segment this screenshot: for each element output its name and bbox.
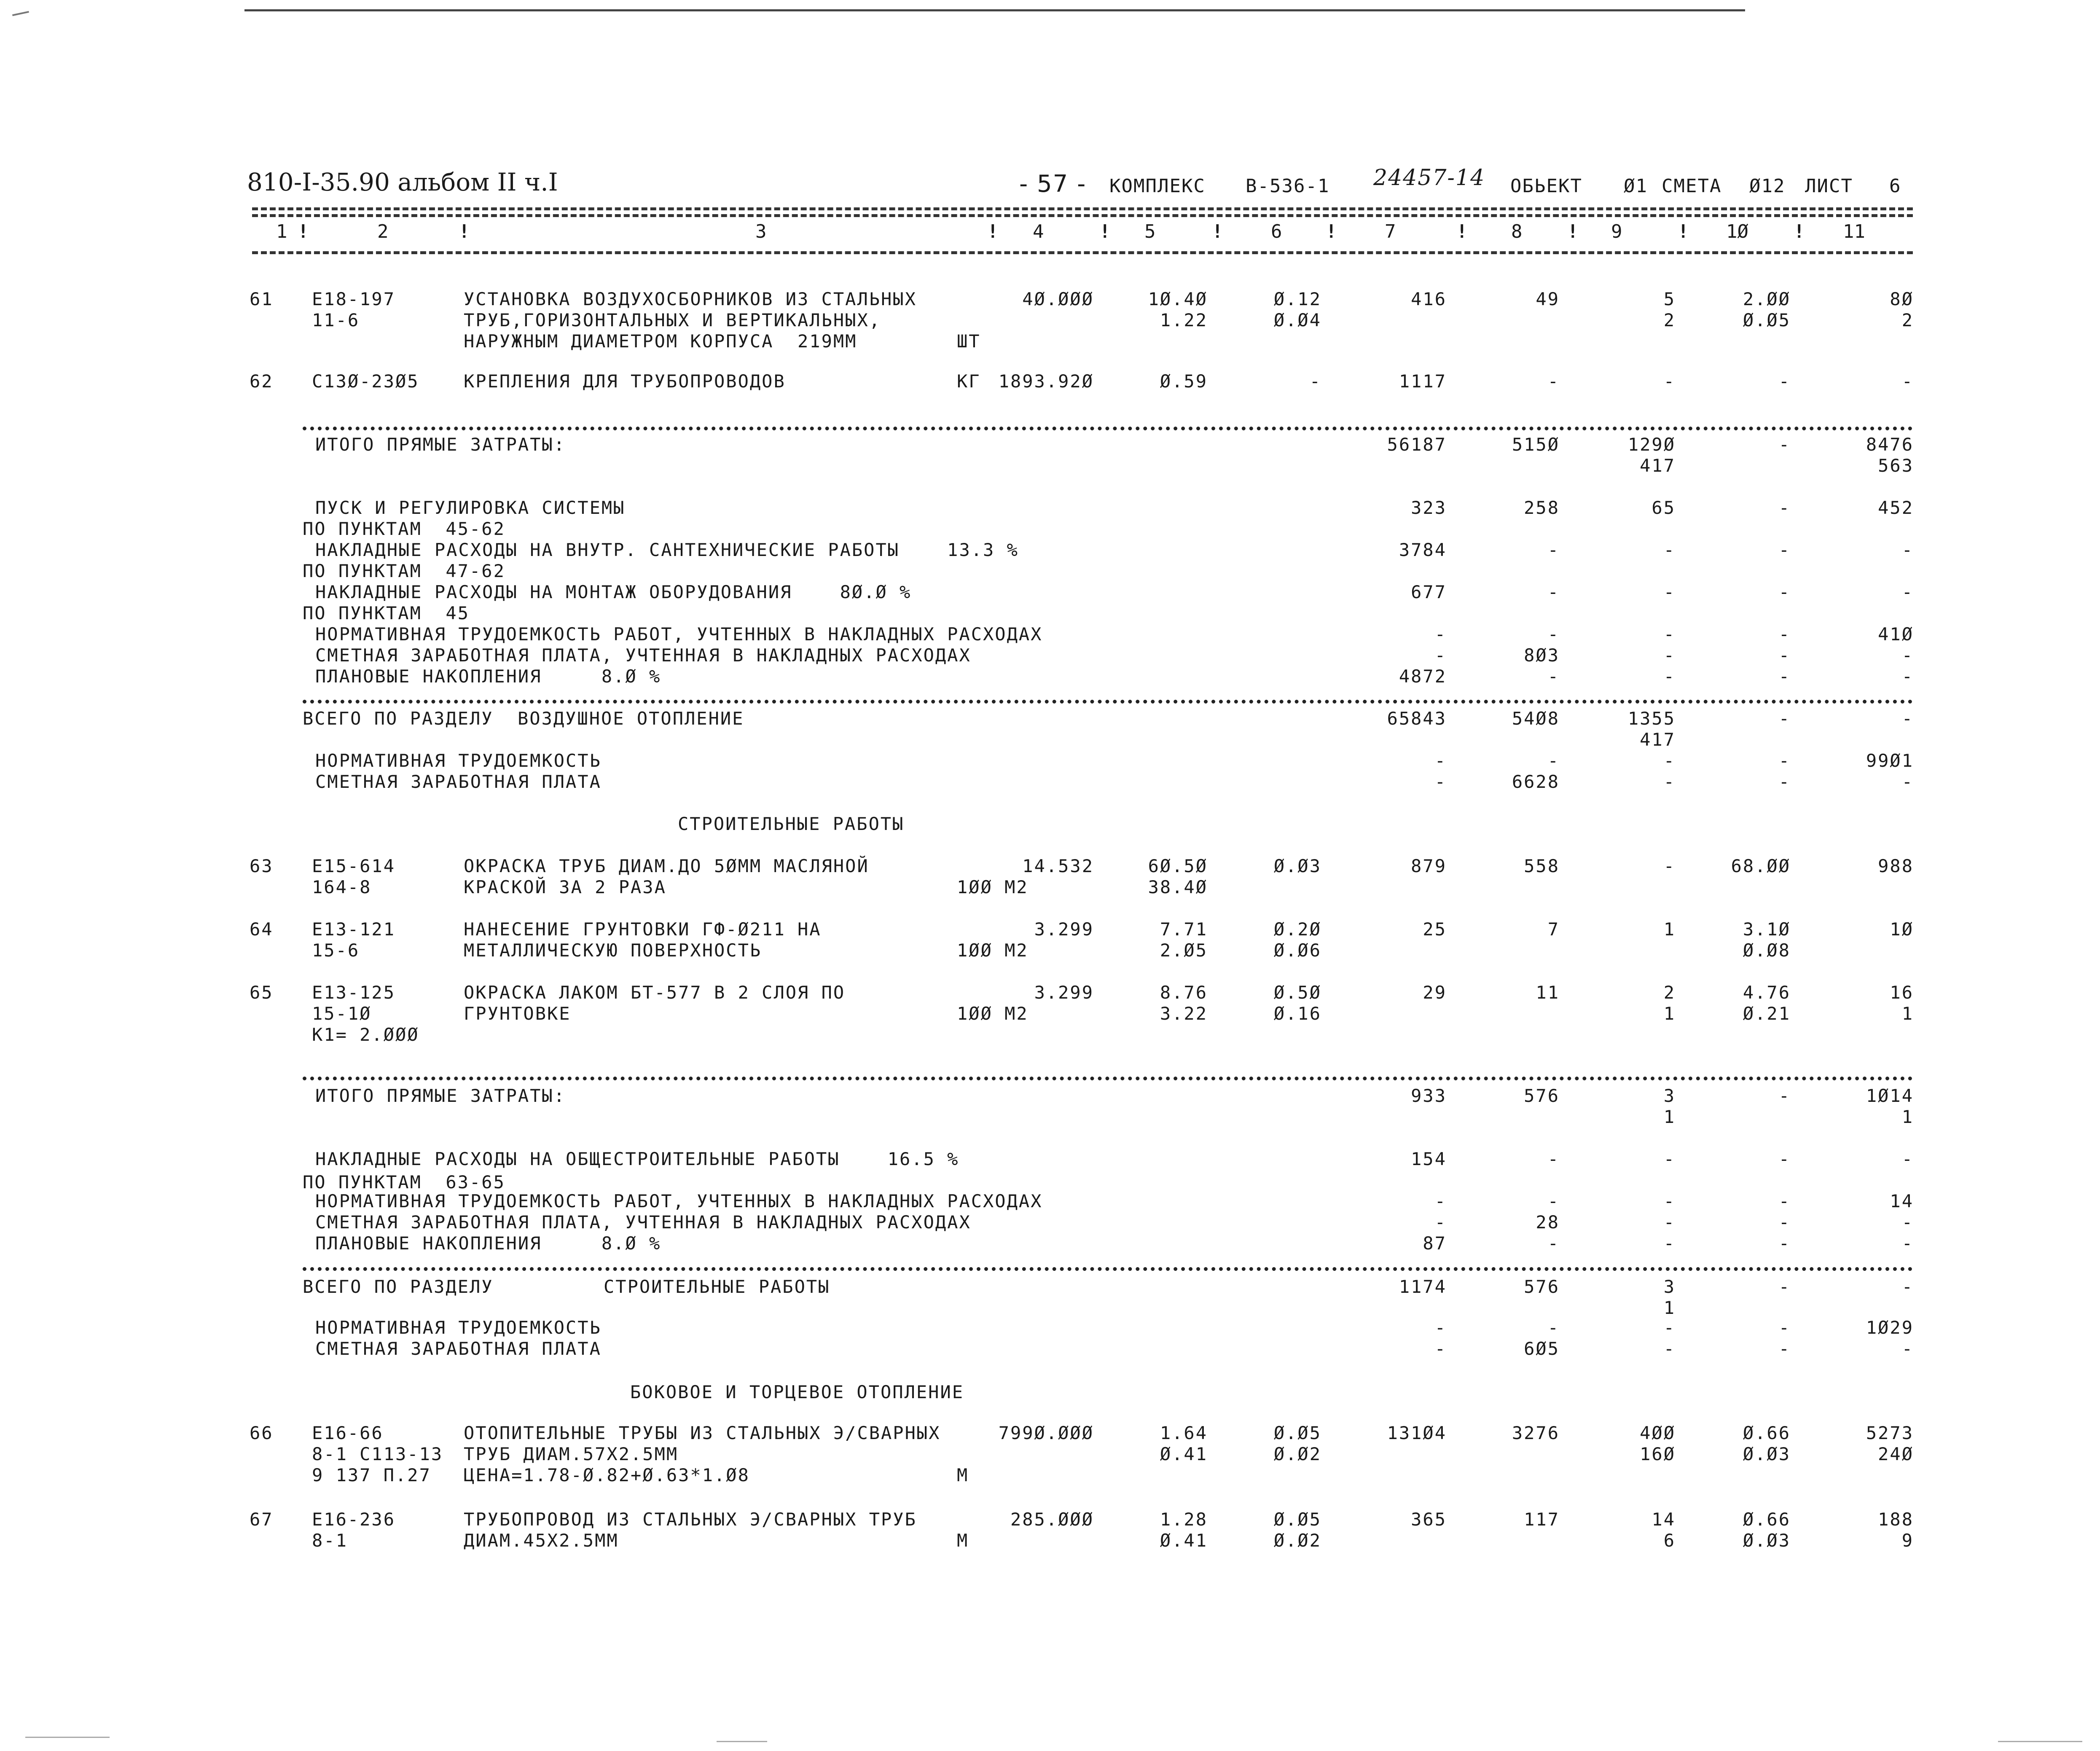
cell-c11: 1 — [1901, 1003, 1914, 1024]
column-separator: ! — [1099, 221, 1111, 242]
rate-code: Е13-121 — [312, 919, 396, 940]
unit: М — [957, 1530, 969, 1551]
cell-c5: Ø.41 — [1160, 1444, 1208, 1464]
cell-c5: 8.76 — [1160, 982, 1208, 1003]
quantity: 3.299 — [1034, 982, 1094, 1003]
work-description: НАКЛАДНЫЕ РАСХОДЫ НА МОНТАЖ ОБОРУДОВАНИЯ 8Ø.Ø % — [315, 582, 912, 602]
cell-c11: - — [1901, 582, 1914, 602]
cell-c6: Ø.Ø4 — [1273, 310, 1321, 330]
cell-c9: - — [1663, 540, 1676, 560]
cell-c10: Ø.66 — [1743, 1509, 1791, 1530]
cell-c8: 258 — [1524, 497, 1560, 518]
cell-c10: - — [1778, 540, 1791, 560]
rate-code: К1= 2.ØØØ — [312, 1024, 419, 1045]
row-number: 63 — [250, 856, 274, 876]
cell-c9: 5 — [1663, 289, 1676, 309]
unit: М — [957, 1465, 969, 1485]
header-rule-bottom — [252, 251, 1913, 254]
cell-c8: 8Ø3 — [1524, 645, 1560, 666]
cell-c7: 879 — [1411, 856, 1447, 876]
cell-c11: - — [1901, 1212, 1914, 1233]
cell-c6: - — [1309, 371, 1321, 392]
section-total-name: ВОЗДУШНОЕ ОТОПЛЕНИЕ — [518, 708, 744, 729]
dotted-rule — [303, 1077, 1913, 1080]
cell-c7: 154 — [1411, 1149, 1447, 1169]
cell-c6: Ø.12 — [1273, 289, 1321, 309]
cell-c10: - — [1778, 1191, 1791, 1211]
work-description: СМЕТНАЯ ЗАРАБОТНАЯ ПЛАТА, УЧТЕННАЯ В НАКЛАДНЫХ РАСХОДАХ — [315, 645, 971, 666]
cell-c9: 1 — [1663, 1106, 1676, 1127]
row-number: 62 — [250, 371, 274, 392]
top-border-line — [244, 9, 1745, 11]
work-description: НАРУЖНЫМ ДИАМЕТРОМ КОРПУСА 219ММ — [464, 331, 857, 352]
cell-c10: - — [1778, 497, 1791, 518]
cell-c5: 2.Ø5 — [1160, 940, 1208, 961]
cell-c9: 1 — [1663, 1003, 1676, 1024]
cell-c6: Ø.Ø2 — [1273, 1530, 1321, 1551]
cell-c9: 3 — [1663, 1085, 1676, 1106]
rate-code: 8-1 — [312, 1530, 348, 1551]
cell-c7: 1117 — [1399, 371, 1447, 392]
column-number: 11 — [1843, 221, 1865, 242]
cell-c6: Ø.Ø2 — [1273, 1444, 1321, 1464]
cell-c7: - — [1434, 771, 1447, 792]
cell-c5: 3.22 — [1160, 1003, 1208, 1024]
cell-c7: - — [1434, 645, 1447, 666]
cell-c11: 14 — [1890, 1191, 1914, 1211]
scan-mark — [1998, 1741, 2082, 1742]
work-description: ПЛАНОВЫЕ НАКОПЛЕНИЯ 8.Ø % — [315, 1233, 661, 1254]
row-number: 65 — [250, 982, 274, 1003]
work-description: ТРУБ ДИАМ.57Х2.5ММ — [464, 1444, 679, 1464]
cell-c10: 2.ØØ — [1743, 289, 1791, 309]
cell-c11: 1Ø — [1890, 919, 1914, 940]
work-description: ГРУНТОВКЕ — [464, 1003, 571, 1024]
work-description: ПУСК И РЕГУЛИРОВКА СИСТЕМЫ — [315, 497, 626, 518]
column-number: 8 — [1511, 221, 1523, 242]
cell-c7: - — [1434, 624, 1447, 645]
dotted-rule — [303, 427, 1913, 430]
cell-c8: - — [1547, 1317, 1560, 1338]
cell-c10: Ø.Ø5 — [1743, 310, 1791, 330]
work-description: НАКЛАДНЫЕ РАСХОДЫ НА ВНУТР. САНТЕХНИЧЕСКИЕ РАБОТЫ 13.3 % — [315, 540, 1019, 560]
cell-c9: 1 — [1663, 1297, 1676, 1318]
cell-c9: 3 — [1663, 1276, 1676, 1297]
column-separator: ! — [459, 221, 470, 242]
cell-c10: - — [1778, 1149, 1791, 1169]
cell-c10: - — [1778, 750, 1791, 771]
unit: 1ØØ М2 — [957, 940, 1029, 961]
section-total-label: ВСЕГО ПО РАЗДЕЛУ — [303, 1276, 494, 1297]
cell-c11: - — [1901, 1149, 1914, 1169]
cell-c8: 576 — [1524, 1085, 1560, 1106]
work-description: НОРМАТИВНАЯ ТРУДОЕМКОСТЬ — [315, 750, 602, 771]
cell-c7: 65843 — [1387, 708, 1447, 729]
cell-c11: 5273 — [1866, 1423, 1914, 1443]
quantity: 799Ø.ØØØ — [998, 1423, 1094, 1443]
cell-c11: - — [1901, 645, 1914, 666]
cell-c9: 4ØØ — [1640, 1423, 1676, 1443]
cell-c9: 1 — [1663, 919, 1676, 940]
sheet-number: 6 — [1889, 175, 1901, 197]
column-number: 1Ø — [1726, 221, 1748, 242]
cell-c9: 2 — [1663, 310, 1676, 330]
cell-c10: - — [1778, 1212, 1791, 1233]
cell-c10: Ø.Ø3 — [1743, 1444, 1791, 1464]
cell-c10: 68.ØØ — [1731, 856, 1791, 876]
column-number: 1 — [276, 221, 287, 242]
cell-c9: 417 — [1640, 729, 1676, 750]
cell-c11: - — [1901, 708, 1914, 729]
cell-c9: - — [1663, 1338, 1676, 1359]
cell-c6: Ø.5Ø — [1273, 982, 1321, 1003]
cell-c5: Ø.59 — [1160, 371, 1208, 392]
cell-c6: Ø.2Ø — [1273, 919, 1321, 940]
cell-c11: 1 — [1901, 1106, 1914, 1127]
cell-c8: - — [1547, 540, 1560, 560]
cell-c8: 49 — [1536, 289, 1560, 309]
rate-code: 15-1Ø — [312, 1003, 372, 1024]
cell-c8: - — [1547, 582, 1560, 602]
cell-c6: Ø.Ø5 — [1273, 1509, 1321, 1530]
cell-c10: - — [1778, 371, 1791, 392]
cell-c9: - — [1663, 1212, 1676, 1233]
cell-c11: - — [1901, 1233, 1914, 1254]
work-description: СМЕТНАЯ ЗАРАБОТНАЯ ПЛАТА — [315, 771, 602, 792]
column-number: 3 — [755, 221, 767, 242]
cell-c11: 24Ø — [1878, 1444, 1914, 1464]
cell-c9: 417 — [1640, 455, 1676, 476]
cell-c8: 7 — [1547, 919, 1560, 940]
rate-code: 9 137 П.27 — [312, 1465, 431, 1485]
cell-c11: 16 — [1890, 982, 1914, 1003]
work-description: МЕТАЛЛИЧЕСКУЮ ПОВЕРХНОСТЬ — [464, 940, 762, 961]
cell-c10: - — [1778, 1276, 1791, 1297]
section-heading: СТРОИТЕЛЬНЫЕ РАБОТЫ — [678, 814, 905, 834]
cell-c10: 3.1Ø — [1743, 919, 1791, 940]
column-separator: ! — [298, 221, 309, 242]
cell-c10: - — [1778, 582, 1791, 602]
cell-c10: - — [1778, 434, 1791, 455]
cell-c9: - — [1663, 1317, 1676, 1338]
cell-c10: Ø.Ø8 — [1743, 940, 1791, 961]
column-number: 6 — [1271, 221, 1282, 242]
handwritten-number: 24457-14 — [1373, 165, 1485, 191]
unit: 1ØØ М2 — [957, 877, 1029, 897]
rate-code: Е16-236 — [312, 1509, 396, 1530]
quantity: 4Ø.ØØØ — [1022, 289, 1094, 309]
rate-code: Е18-197 — [312, 289, 396, 309]
cell-c11: - — [1901, 371, 1914, 392]
cell-c5: 38.4Ø — [1148, 877, 1208, 897]
estimate-number: Ø12 — [1749, 175, 1786, 197]
complex-label: КОМПЛЕКС — [1109, 175, 1206, 197]
quantity: 285.ØØØ — [1010, 1509, 1094, 1530]
cell-c7: 323 — [1411, 497, 1447, 518]
cell-c6: Ø.16 — [1273, 1003, 1321, 1024]
column-separator: ! — [1567, 221, 1579, 242]
cell-c5: 1.22 — [1160, 310, 1208, 330]
quantity: 3.299 — [1034, 919, 1094, 940]
points-note: ПО ПУНКТАМ 45-62 — [303, 518, 505, 539]
cell-c7: 3784 — [1399, 540, 1447, 560]
cell-c8: 576 — [1524, 1276, 1560, 1297]
column-number: 9 — [1611, 221, 1622, 242]
cell-c5: Ø.41 — [1160, 1530, 1208, 1551]
cell-c11: - — [1901, 771, 1914, 792]
cell-c10: - — [1778, 645, 1791, 666]
cell-c10: 4.76 — [1743, 982, 1791, 1003]
cell-c5: 6Ø.5Ø — [1148, 856, 1208, 876]
cell-c8: 558 — [1524, 856, 1560, 876]
cell-c9: - — [1663, 1233, 1676, 1254]
cell-c7: - — [1434, 1338, 1447, 1359]
cell-c9: - — [1663, 624, 1676, 645]
work-description: КРЕПЛЕНИЯ ДЛЯ ТРУБОПРОВОДОВ — [464, 371, 786, 392]
cell-c10: - — [1778, 1338, 1791, 1359]
cell-c7: 29 — [1423, 982, 1447, 1003]
work-description: ИТОГО ПРЯМЫЕ ЗАТРАТЫ: — [315, 434, 566, 455]
scan-mark — [717, 1741, 767, 1742]
cell-c10: - — [1778, 624, 1791, 645]
cell-c9: - — [1663, 1191, 1676, 1211]
dotted-rule — [303, 1267, 1913, 1271]
cell-c8: - — [1547, 750, 1560, 771]
cell-c11: - — [1901, 1276, 1914, 1297]
rate-code: 8-1 С113-13 — [312, 1444, 443, 1464]
cell-c9: 65 — [1652, 497, 1676, 518]
rate-code: 164-8 — [312, 877, 372, 897]
rate-code: 11-6 — [312, 310, 360, 330]
document-code: 810-I-35.90 альбом II ч.I — [247, 168, 558, 196]
cell-c7: 677 — [1411, 582, 1447, 602]
work-description: НОРМАТИВНАЯ ТРУДОЕМКОСТЬ РАБОТ, УЧТЕННЫХ В НАКЛАДНЫХ РАСХОДАХ — [315, 1191, 1043, 1211]
work-description: ОКРАСКА ТРУБ ДИАМ.ДО 5ØММ МАСЛЯНОЙ — [464, 856, 869, 876]
cell-c8: - — [1547, 666, 1560, 687]
cell-c11: 1Ø29 — [1866, 1317, 1914, 1338]
cell-c8: - — [1547, 1233, 1560, 1254]
header-rule-top-2 — [252, 214, 1913, 217]
section-total-label: ВСЕГО ПО РАЗДЕЛУ — [303, 708, 494, 729]
cell-c10: Ø.66 — [1743, 1423, 1791, 1443]
work-description: ПЛАНОВЫЕ НАКОПЛЕНИЯ 8.Ø % — [315, 666, 661, 687]
cell-c8: 28 — [1536, 1212, 1560, 1233]
cell-c9: - — [1663, 1149, 1676, 1169]
cell-c8: 6Ø5 — [1524, 1338, 1560, 1359]
points-note: ПО ПУНКТАМ 45 — [303, 603, 470, 623]
unit: 1ØØ М2 — [957, 1003, 1029, 1024]
column-separator: ! — [987, 221, 999, 242]
cell-c10: - — [1778, 1085, 1791, 1106]
work-description: СМЕТНАЯ ЗАРАБОТНАЯ ПЛАТА — [315, 1338, 602, 1359]
cell-c11: 9 — [1901, 1530, 1914, 1551]
cell-c10: - — [1778, 1233, 1791, 1254]
quantity: 1893.92Ø — [998, 371, 1094, 392]
section-total-name: СТРОИТЕЛЬНЫЕ РАБОТЫ — [604, 1276, 830, 1297]
column-number: 4 — [1033, 221, 1044, 242]
row-number: 66 — [250, 1423, 274, 1443]
cell-c7: 87 — [1423, 1233, 1447, 1254]
cell-c11: - — [1901, 666, 1914, 687]
cell-c9: - — [1663, 856, 1676, 876]
cell-c11: 99Ø1 — [1866, 750, 1914, 771]
cell-c9: 6 — [1663, 1530, 1676, 1551]
cell-c9: - — [1663, 771, 1676, 792]
cell-c7: - — [1434, 1317, 1447, 1338]
cell-c7: 131Ø4 — [1387, 1423, 1447, 1443]
header-rule-top — [252, 207, 1913, 210]
cell-c8: 515Ø — [1512, 434, 1560, 455]
cell-c9: - — [1663, 750, 1676, 771]
cell-c6: Ø.Ø3 — [1273, 856, 1321, 876]
points-note: ПО ПУНКТАМ 63-65 — [303, 1172, 505, 1192]
cell-c8: - — [1547, 1149, 1560, 1169]
cell-c7: - — [1434, 1212, 1447, 1233]
cell-c10: - — [1778, 666, 1791, 687]
cell-c11: 563 — [1878, 455, 1914, 476]
work-description: НОРМАТИВНАЯ ТРУДОЕМКОСТЬ РАБОТ, УЧТЕННЫХ В НАКЛАДНЫХ РАСХОДАХ — [315, 624, 1043, 645]
unit: ШТ — [957, 331, 981, 352]
dotted-rule — [303, 700, 1913, 704]
cell-c7: 4872 — [1399, 666, 1447, 687]
cell-c11: 8Ø — [1890, 289, 1914, 309]
cell-c5: 7.71 — [1160, 919, 1208, 940]
cell-c6: Ø.Ø5 — [1273, 1423, 1321, 1443]
rate-code: Е13-125 — [312, 982, 396, 1003]
column-number: 7 — [1385, 221, 1396, 242]
scan-mark — [25, 1737, 110, 1738]
work-description: ТРУБОПРОВОД ИЗ СТАЛЬНЫХ Э/СВАРНЫХ ТРУБ — [464, 1509, 917, 1530]
work-description: НОРМАТИВНАЯ ТРУДОЕМКОСТЬ — [315, 1317, 602, 1338]
cell-c8: 54Ø8 — [1512, 708, 1560, 729]
rate-code: С13Ø-23Ø5 — [312, 371, 419, 392]
section-heading: БОКОВОЕ И ТОРЦЕВОЕ ОТОПЛЕНИЕ — [630, 1382, 964, 1402]
work-description: ОТОПИТЕЛЬНЫЕ ТРУБЫ ИЗ СТАЛЬНЫХ Э/СВАРНЫХ — [464, 1423, 941, 1443]
cell-c10: - — [1778, 771, 1791, 792]
cell-c9: - — [1663, 582, 1676, 602]
cell-c11: - — [1901, 540, 1914, 560]
work-description: НАКЛАДНЫЕ РАСХОДЫ НА ОБЩЕСТРОИТЕЛЬНЫЕ РАБОТЫ 16.5 % — [315, 1149, 959, 1169]
cell-c11: 2 — [1901, 310, 1914, 330]
cell-c9: 2 — [1663, 982, 1676, 1003]
cell-c8: 6628 — [1512, 771, 1560, 792]
cell-c9: - — [1663, 645, 1676, 666]
cell-c8: 117 — [1524, 1509, 1560, 1530]
cell-c9: - — [1663, 666, 1676, 687]
work-description: ИТОГО ПРЯМЫЕ ЗАТРАТЫ: — [315, 1085, 566, 1106]
cell-c8: - — [1547, 624, 1560, 645]
rate-code: 15-6 — [312, 940, 360, 961]
column-separator: ! — [1456, 221, 1468, 242]
cell-c5: 1.64 — [1160, 1423, 1208, 1443]
work-description: СМЕТНАЯ ЗАРАБОТНАЯ ПЛАТА, УЧТЕННАЯ В НАКЛАДНЫХ РАСХОДАХ — [315, 1212, 971, 1233]
cell-c9: 14 — [1652, 1509, 1676, 1530]
cell-c10: Ø.21 — [1743, 1003, 1791, 1024]
points-note: ПО ПУНКТАМ 47-62 — [303, 561, 505, 581]
cell-c10: Ø.Ø3 — [1743, 1530, 1791, 1551]
cell-c11: 41Ø — [1878, 624, 1914, 645]
work-description: КРАСКОЙ ЗА 2 РАЗА — [464, 877, 666, 897]
cell-c5: 1Ø.4Ø — [1148, 289, 1208, 309]
work-description: ОКРАСКА ЛАКОМ БТ-577 В 2 СЛОЯ ПО — [464, 982, 846, 1003]
cell-c10: - — [1778, 1317, 1791, 1338]
row-number: 64 — [250, 919, 274, 940]
quantity: 14.532 — [1022, 856, 1094, 876]
column-separator: ! — [1678, 221, 1689, 242]
row-number: 67 — [250, 1509, 274, 1530]
cell-c7: 365 — [1411, 1509, 1447, 1530]
cell-c7: 56187 — [1387, 434, 1447, 455]
column-separator: ! — [1794, 221, 1805, 242]
work-description: НАНЕСЕНИЕ ГРУНТОВКИ ГФ-Ø211 НА — [464, 919, 822, 940]
cell-c8: 11 — [1536, 982, 1560, 1003]
work-description: ТРУБ,ГОРИЗОНТАЛЬНЫХ И ВЕРТИКАЛЬНЫХ, — [464, 310, 881, 330]
column-number: 5 — [1144, 221, 1156, 242]
sheet-label: ЛИСТ — [1805, 175, 1853, 197]
rate-code: Е16-66 — [312, 1423, 384, 1443]
cell-c10: - — [1778, 708, 1791, 729]
object-number: Ø1 — [1624, 175, 1648, 197]
page-number: - 57 - — [1019, 170, 1087, 198]
cell-c11: 188 — [1878, 1509, 1914, 1530]
cell-c7: 25 — [1423, 919, 1447, 940]
column-separator: ! — [1212, 221, 1223, 242]
work-description: УСТАНОВКА ВОЗДУХОСБОРНИКОВ ИЗ СТАЛЬНЫХ — [464, 289, 917, 309]
work-description: ЦЕНА=1.78-Ø.82+Ø.63*1.Ø8 — [464, 1465, 750, 1485]
cell-c9: - — [1663, 371, 1676, 392]
cell-c8: - — [1547, 1191, 1560, 1211]
column-separator: ! — [1326, 221, 1337, 242]
estimate-label: СМЕТА — [1662, 175, 1722, 197]
cell-c7: 1174 — [1399, 1276, 1447, 1297]
cell-c9: 1355 — [1627, 708, 1676, 729]
cell-c8: - — [1547, 371, 1560, 392]
cell-c7: - — [1434, 1191, 1447, 1211]
cell-c11: 1Ø14 — [1866, 1085, 1914, 1106]
cell-c7: 933 — [1411, 1085, 1447, 1106]
cell-c11: 988 — [1878, 856, 1914, 876]
cell-c9: 16Ø — [1640, 1444, 1676, 1464]
cell-c5: 1.28 — [1160, 1509, 1208, 1530]
cell-c9: 129Ø — [1627, 434, 1676, 455]
rate-code: Е15-614 — [312, 856, 396, 876]
column-number: 2 — [377, 221, 389, 242]
cell-c11: 8476 — [1866, 434, 1914, 455]
corner-mark — [12, 11, 30, 20]
cell-c8: 3276 — [1512, 1423, 1560, 1443]
unit: КГ — [957, 371, 981, 392]
row-number: 61 — [250, 289, 274, 309]
work-description: ДИАМ.45Х2.5ММ — [464, 1530, 619, 1551]
cell-c6: Ø.Ø6 — [1273, 940, 1321, 961]
cell-c7: - — [1434, 750, 1447, 771]
cell-c11: - — [1901, 1338, 1914, 1359]
cell-c7: 416 — [1411, 289, 1447, 309]
cell-c11: 452 — [1878, 497, 1914, 518]
complex-code: В-536-1 — [1246, 175, 1330, 197]
object-label: ОБЬЕКТ — [1510, 175, 1582, 197]
